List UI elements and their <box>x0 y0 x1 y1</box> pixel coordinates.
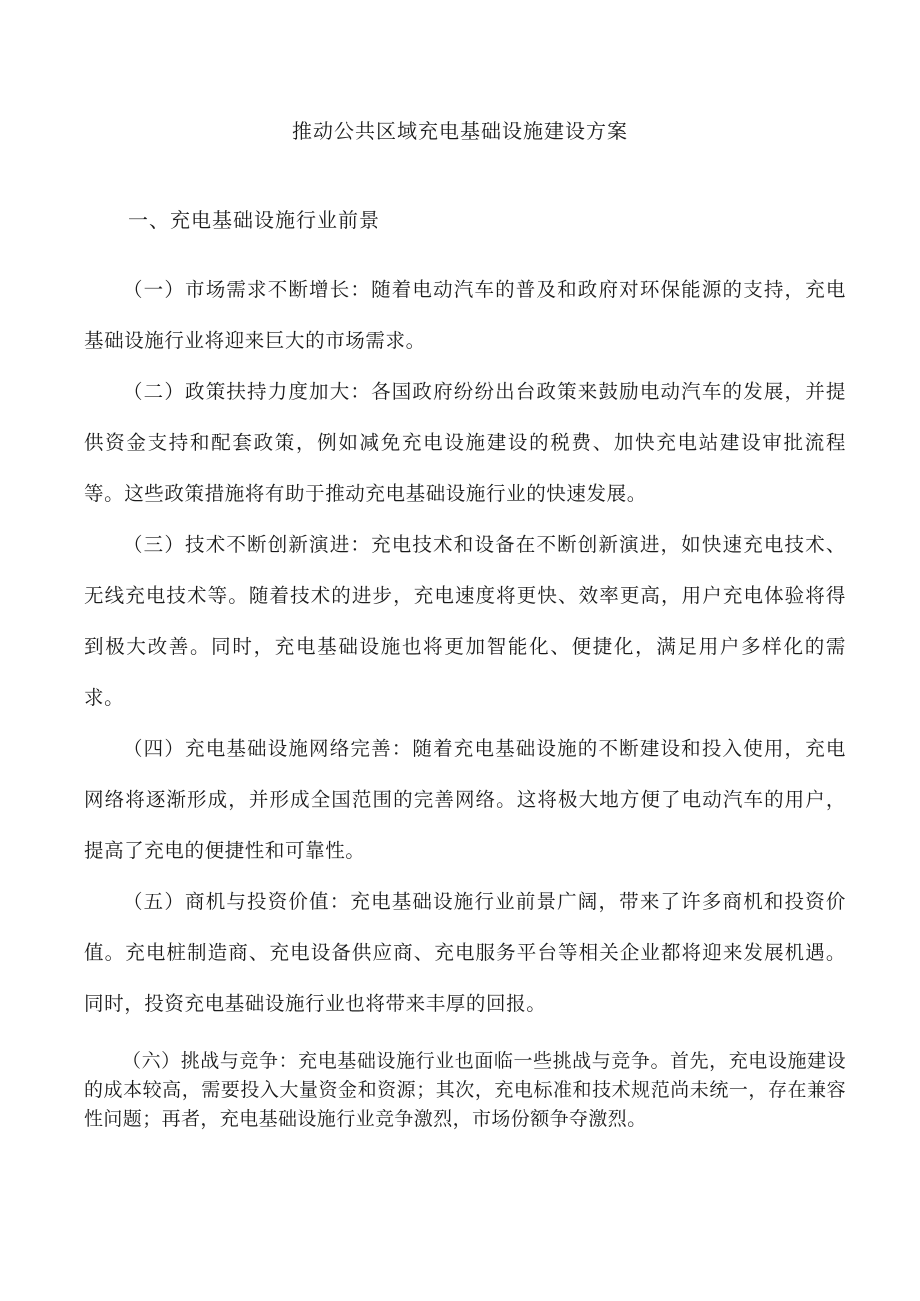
paragraph-market-demand: （一）市场需求不断增长：随着电动汽车的普及和政府对环保能源的支持，充电基础设施行业将迎来巨大的市场需求。 <box>84 278 846 352</box>
section-heading: 一、充电基础设施行业前景 <box>128 208 380 232</box>
paragraph-business-investment: （五）商机与投资价值：充电基础设施行业前景广阔，带来了许多商机和投资价值。充电桩制造商、充电设备供应商、充电服务平台等相关企业都将迎来发展机遇。同时，投资充电基础设施行业也将带来丰厚的回报。 <box>84 890 846 1015</box>
paragraph-network-improvement: （四）充电基础设施网络完善：随着充电基础设施的不断建设和投入使用，充电网络将逐渐形成，并形成全国范围的完善网络。这将极大地方便了电动汽车的用户，提高了充电的便捷性和可靠性。 <box>84 737 846 862</box>
document-title: 推动公共区域充电基础设施建设方案 <box>292 119 628 143</box>
paragraph-policy-support: （二）政策扶持力度加大：各国政府纷纷出台政策来鼓励电动汽车的发展，并提供资金支持和配套政策，例如减免充电设施建设的税费、加快充电站建设审批流程等。这些政策措施将有助于推动充电基础设施行业的快速发展。 <box>84 380 846 505</box>
paragraph-technology-innovation: （三）技术不断创新演进：充电技术和设备在不断创新演进，如快速充电技术、无线充电技术等。随着技术的进步，充电速度将更快、效率更高，用户充电体验将得到极大改善。同时，充电基础设施也将更加智能化、便捷化，满足用户多样化的需求。 <box>84 533 846 709</box>
paragraph-challenges-competition: （六）挑战与竞争：充电基础设施行业也面临一些挑战与竞争。首先，充电设施建设的成本较高，需要投入大量资金和资源；其次，充电标准和技术规范尚未统一，存在兼容性问题；再者，充电基础设施行业竞争激烈，市场份额争夺激烈。 <box>84 1050 846 1130</box>
